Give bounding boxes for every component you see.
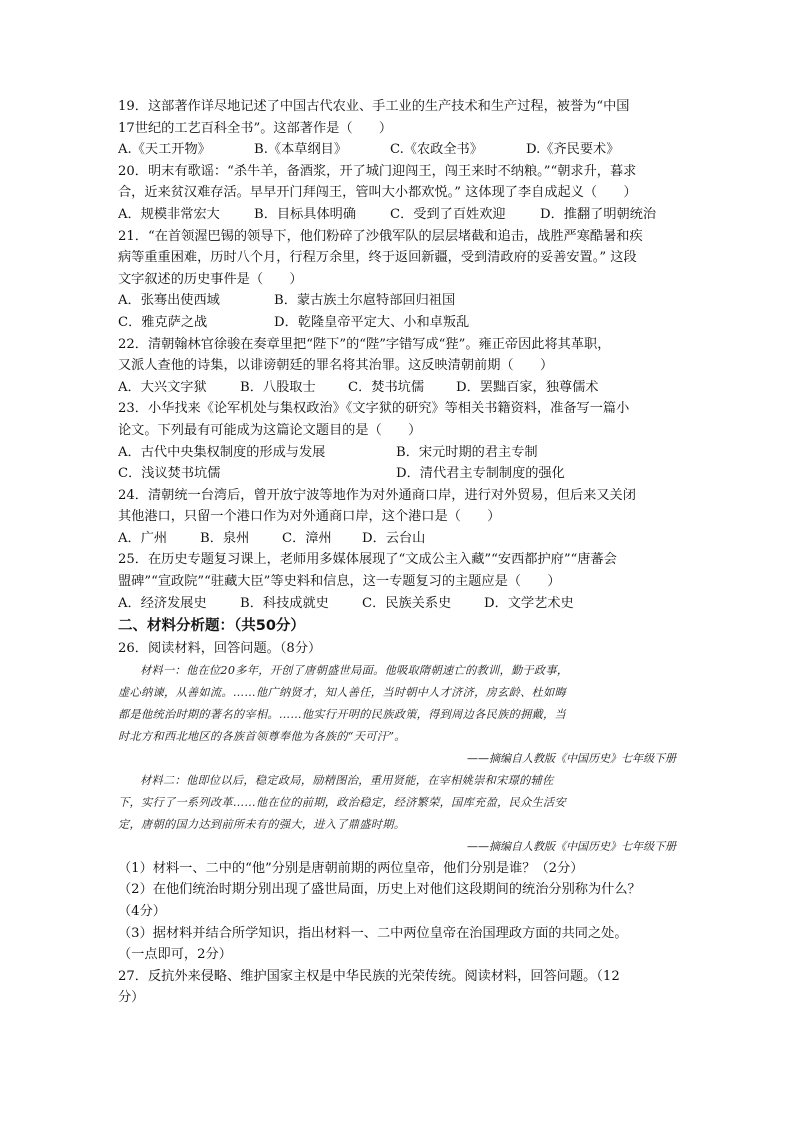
q21-line-3: 文字叙述的历史事件是（ ） — [118, 271, 303, 287]
q25-option-d: D．文学艺术史 — [484, 595, 574, 611]
q26-material-2-line-1: 材料二：他即位以后，稳定政局，励精图治，重用贤能，在宰相姚崇和宋璟的辅佐 — [140, 773, 554, 787]
q26-material-1-line-2: 虚心纳谏，从善如流。……他广纳贤才，知人善任，当时朝中人才济济，房玄龄、杜如晦 — [118, 685, 567, 699]
q22-line-2: 又派人查他的诗集，以诽谤朝廷的罪名将其治罪。这反映清朝前期（ ） — [118, 358, 554, 374]
q23-option-d: D．清代君主专制制度的强化 — [396, 466, 565, 482]
q20-line-2: 合，近来贫汉难存活。早早开门拜闯王，管叫大小都欢悦。” 这体现了李自成起义（ ） — [118, 185, 637, 201]
q25-option-c: C．民族关系史 — [362, 595, 452, 611]
q26-sub-question-2-line-1: （2）在他们统治时期分别出现了盛世局面，历史上对他们这段期间的统治分别称为什么？ — [118, 882, 641, 898]
q23-option-c: C．浅议焚书坑儒 — [118, 466, 221, 482]
q21-line-2: 病等重重困难，历时八个月，行程万余里，终于返回新疆，受到清政府的妥善安置。” 这段 — [118, 250, 637, 266]
q22-option-c: C．焚书坑儒 — [348, 379, 425, 395]
page-content — [118, 96, 678, 1009]
q20-line-1: 20．明末有歌谣：“杀牛羊，备酒浆，开了城门迎闯王，闯王来时不纳粮。”“朝求升，暮求 — [118, 163, 637, 179]
q27-line-1: 27．反抗外来侵略、维护国家主权是中华民族的光荣传统。阅读材料，回答问题。（12 — [118, 968, 620, 984]
q21-option-b: B．蒙古族土尔扈特部回归祖国 — [274, 293, 456, 309]
q26-heading: 26．阅读材料，回答问题。（8分） — [118, 641, 322, 657]
q26-material-2-line-2: 下，实行了一系列改革……他在位的前期，政治稳定，经济繁荣，国库充盈，民众生活安 — [118, 795, 567, 809]
q19-option-c: C.《农政全书》 — [390, 142, 483, 158]
q23-line-1: 23．小华找来《论军机处与集权政治》《文字狱的研究》等相关书籍资料，准备写一篇小 — [118, 401, 630, 417]
section-2-title: 二、材料分析题：（共50分） — [118, 618, 305, 635]
q26-material-1-line-3: 都是他统治时期的著名的宰相。……他实行开明的民族政策，得到周边各民族的拥戴，当 — [118, 707, 567, 721]
q21-option-c: C．雅克萨之战 — [118, 314, 208, 330]
q22-line-1: 22．清朝翰林官徐骏在奏章里把“陛下”的“陛”字错写成“狴”。雍正帝因此将其革职， — [118, 336, 611, 352]
q21-option-d: D．乾隆皇帝平定大、小和卓叛乱 — [274, 314, 470, 330]
q24-line-2: 其他港口，只留一个港口作为对外通商口岸，这个港口是（ ） — [118, 509, 501, 525]
q22-option-d: D．罢黜百家，独尊儒术 — [456, 379, 599, 395]
q20-option-a: A．规模非常宏大 — [118, 206, 220, 222]
q25-options — [118, 593, 678, 615]
q24-line-1: 24．清朝统一台湾后，曾开放宁波等地作为对外通商口岸，进行对外贸易，但后来又关闭 — [118, 487, 636, 503]
q25-option-b: B．科技成就史 — [240, 595, 329, 611]
q26-sub-question-2-line-2: （4分） — [118, 904, 166, 920]
q24-option-d: D．云台山 — [362, 530, 426, 546]
q19-option-b: B.《本草纲目》 — [254, 142, 348, 158]
q26-material-1-line-1: 材料一：他在位20多年，开创了唐朝盛世局面。他吸取隋朝速亡的教训，勤于政事， — [140, 663, 569, 677]
q20-options — [118, 204, 678, 226]
q25-line-1: 25．在历史专题复习课上，老师用多媒体展现了“文成公主入藏”“安西都护府”“唐蕃会 — [118, 552, 617, 568]
q23-option-b: B．宋元时期的君主专制 — [396, 444, 538, 460]
q19-option-a: A.《天工开物》 — [118, 142, 211, 158]
q21-line-1: 21．“在首领渥巴锡的领导下，他们粉碎了沙俄军队的层层堵截和追击，战胜严寒酷暑和疾 — [118, 228, 643, 244]
q26-sub-question-3-line-1: （3）据材料并结合所学知识，指出材料一、二中两位皇帝在治国理政方面的共同之处。 — [118, 925, 628, 941]
q20-option-b: B．目标具体明确 — [254, 206, 357, 222]
q24-option-a: A．广州 — [118, 530, 168, 546]
q19-options — [118, 139, 678, 161]
q19-line-1: 19．这部著作详尽地记述了中国古代农业、手工业的生产技术和生产过程，被誉为“中国 — [118, 99, 630, 114]
q22-option-a: A．大兴文字狱 — [118, 379, 207, 395]
q24-options — [118, 528, 678, 550]
q22-options — [118, 377, 678, 399]
q25-line-2: 盟碑”“宣政院”“驻藏大臣”等史料和信息，这一专题复习的主题应是（ ） — [118, 574, 561, 590]
q26-material-2-line-3: 定，唐朝的国力达到前所未有的强大，进入了鼎盛时期。 — [118, 817, 406, 831]
q26-material-2-source: ——摘编自人教版《中国历史》七年级下册 — [467, 839, 676, 853]
q26-sub-question-3-line-2: （一点即可，2分） — [118, 947, 232, 963]
q25-option-a: A．经济发展史 — [118, 595, 207, 611]
q22-option-b: B．八股取士 — [240, 379, 316, 395]
q19-option-d: D.《齐民要术》 — [526, 142, 620, 158]
q23-option-a: A．古代中央集权制度的形成与发展 — [118, 444, 326, 460]
q24-option-c: C．漳州 — [282, 530, 332, 546]
q24-option-b: B．泉州 — [200, 530, 250, 546]
q26-material-1-source: ——摘编自人教版《中国历史》七年级下册 — [467, 751, 676, 765]
q23-line-2: 论文。下列最有可能成为这篇论文题目的是（ ） — [118, 422, 422, 438]
q23-options-row-1 — [118, 442, 678, 464]
q21-option-a: A．张骞出使西域 — [118, 293, 220, 309]
q20-option-d: D．推翻了明朝统治 — [540, 206, 657, 222]
q27-line-2: 分） — [118, 990, 145, 1006]
q21-options-row-2 — [118, 312, 678, 334]
q21-options-row-1 — [118, 290, 678, 312]
q20-option-c: C．受到了百姓欢迎 — [390, 206, 506, 222]
q26-sub-question-1: （1）材料一、二中的“他”分别是唐朝前期的两位皇帝，他们分别是谁？（2分） — [118, 860, 584, 876]
q19-line-2: 17世纪的工艺百科全书”。这部著作是（ ） — [118, 120, 393, 136]
q23-options-row-2 — [118, 463, 678, 485]
q26-material-1-line-4: 时北方和西北地区的各族首领尊奉他为各族的“天可汗”。 — [118, 729, 406, 743]
